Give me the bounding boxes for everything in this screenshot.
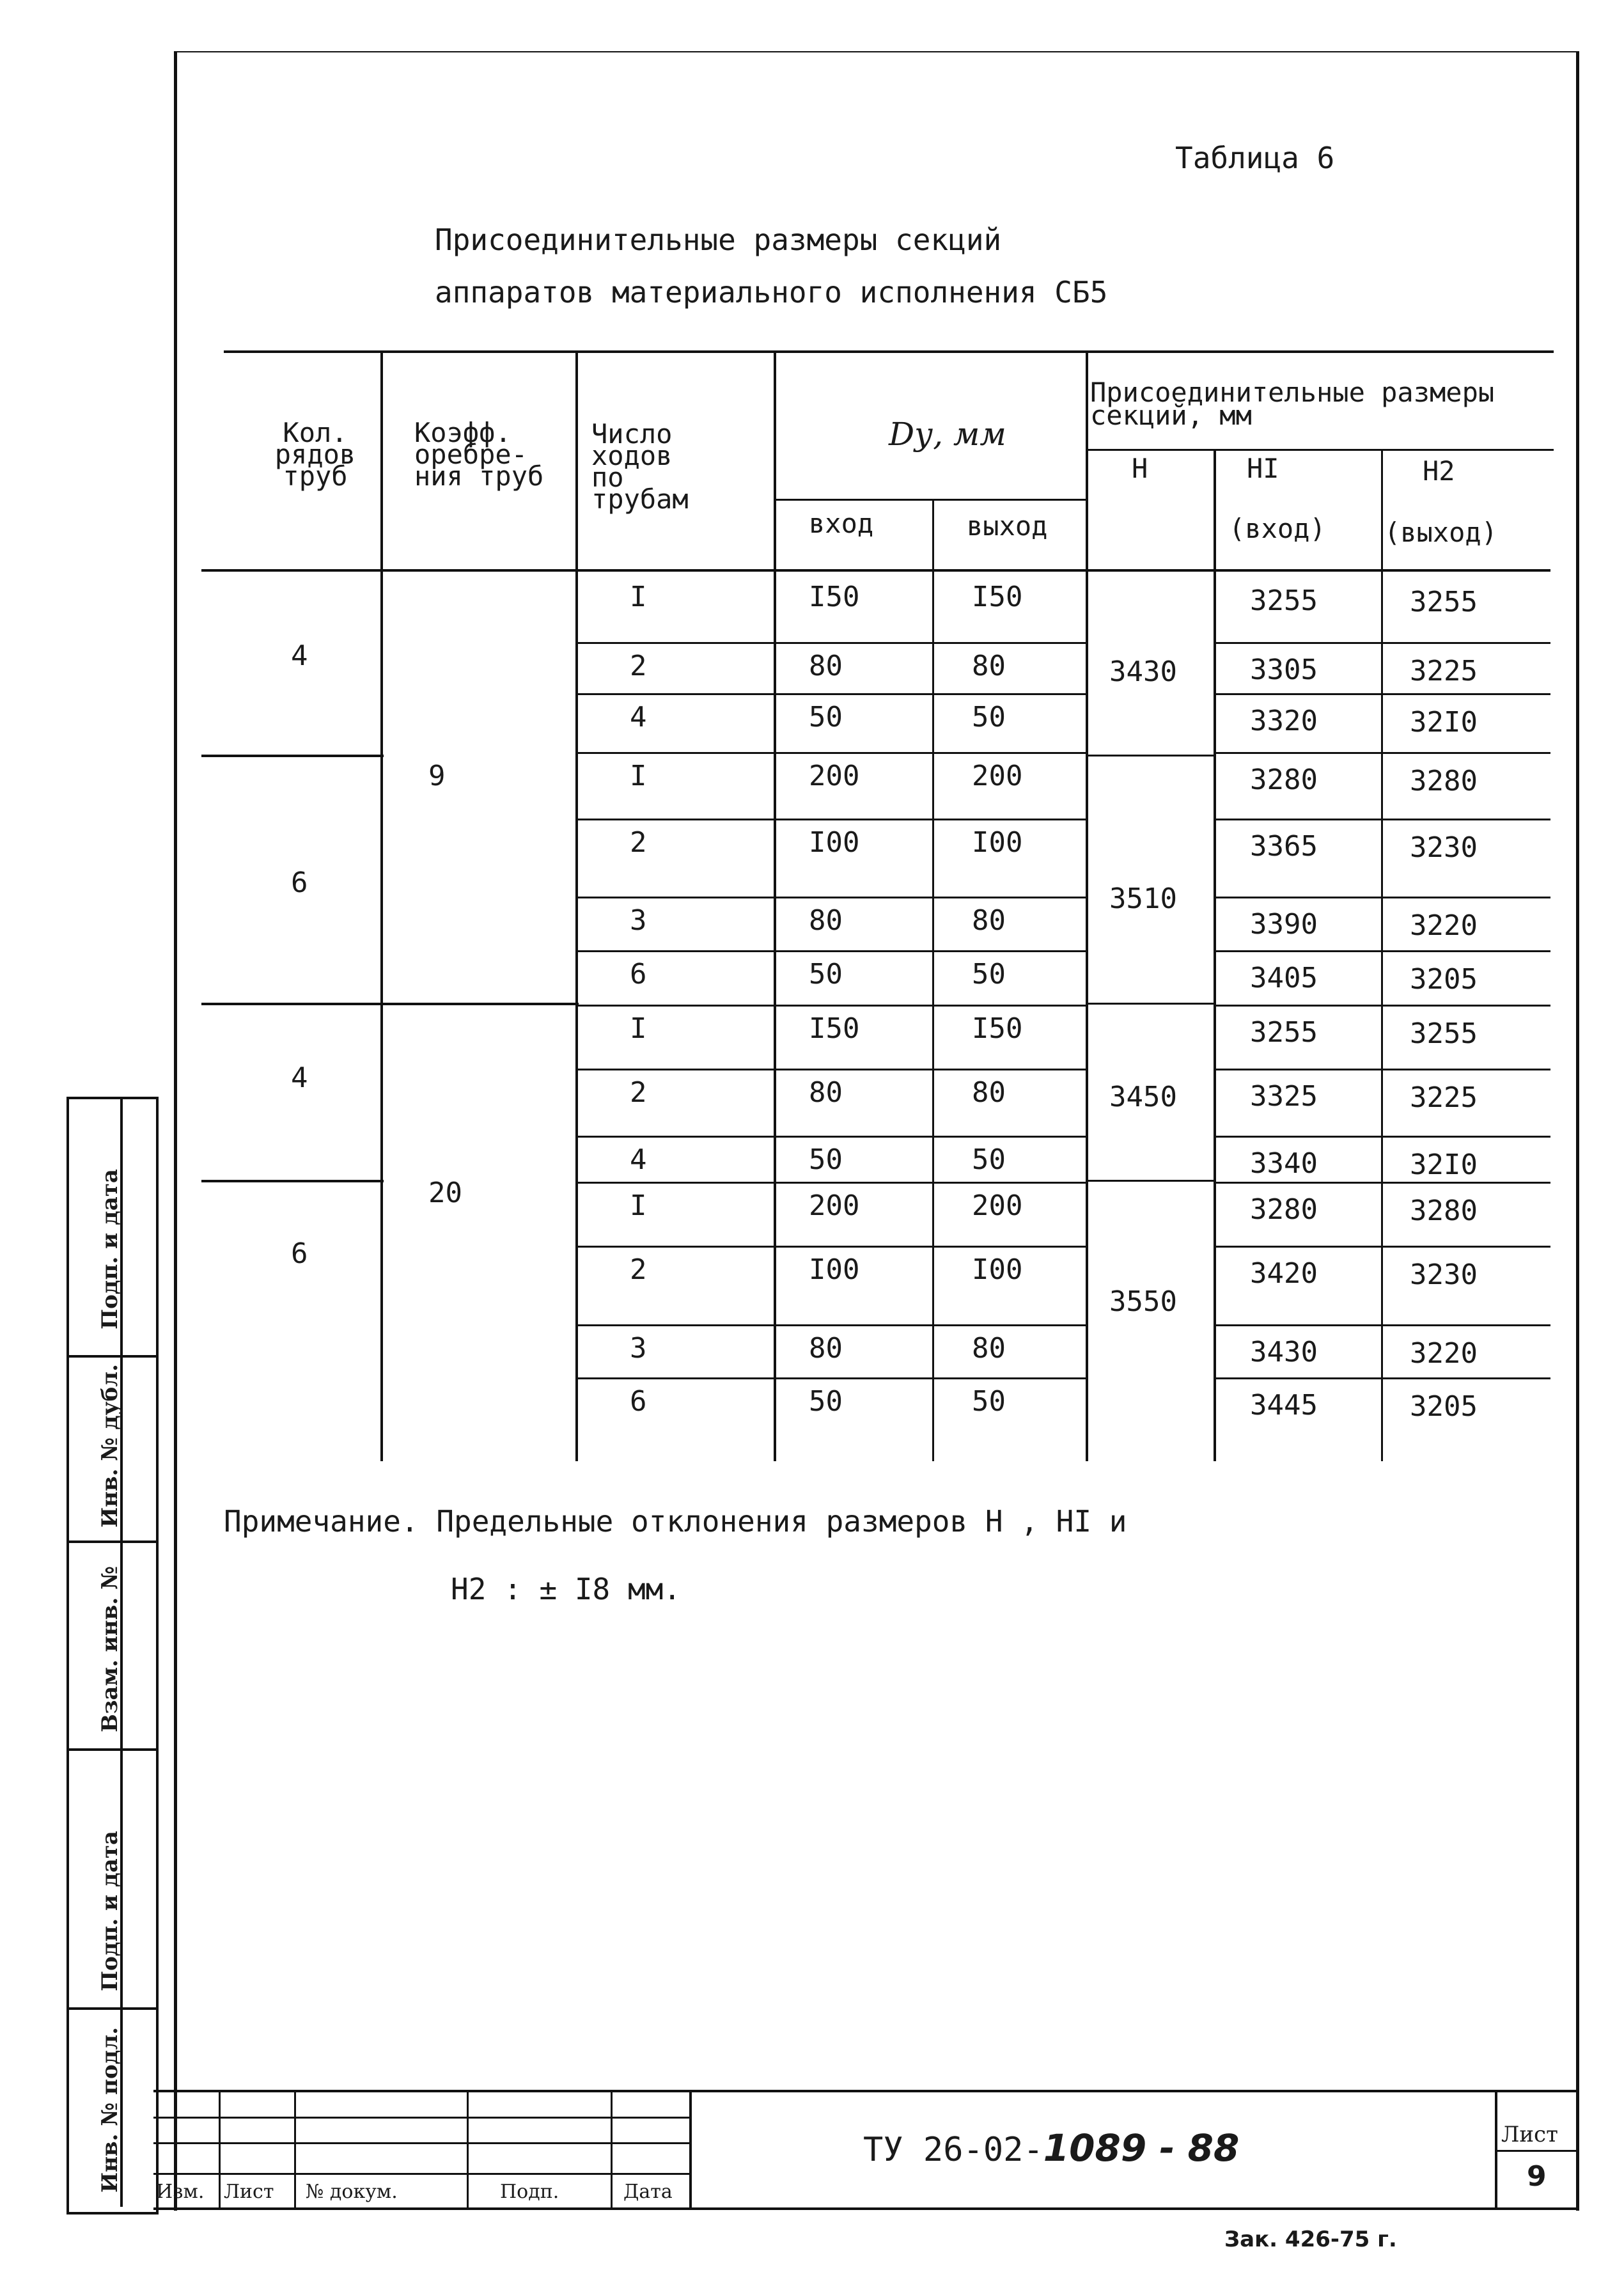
table-rule <box>577 897 1086 898</box>
table-rule <box>1215 1324 1550 1326</box>
cell-coef: 20 <box>428 1177 462 1209</box>
group-rule <box>201 755 384 757</box>
cell-rows-count: 6 <box>291 1237 308 1270</box>
cell-passes: 2 <box>630 826 647 859</box>
note-line1: Примечание. Предельные отклонения размеров H , HI и <box>224 1504 1127 1539</box>
table-rule <box>1215 693 1550 695</box>
cell-h2: 3230 <box>1410 1258 1478 1291</box>
cell-h1: 3430 <box>1250 1336 1318 1368</box>
cell-h1: 3305 <box>1250 654 1318 686</box>
cell-h1: 3320 <box>1250 705 1318 737</box>
cell-h2: 32I0 <box>1410 706 1478 739</box>
table-rule <box>1215 897 1550 898</box>
cell-passes: I <box>630 760 647 792</box>
document-code: ТУ 26-02-1089 - 88 <box>863 2126 1240 2170</box>
cell-passes: 2 <box>630 650 647 682</box>
cell-dy-in: 80 <box>809 904 843 937</box>
cell-h2: 3280 <box>1410 1195 1478 1227</box>
cell-dy-in: 80 <box>809 650 843 682</box>
cell-passes: 3 <box>630 1332 647 1365</box>
cell-h2: 3205 <box>1410 963 1478 996</box>
cell-h1: 3255 <box>1250 584 1318 617</box>
cell-h2: 3225 <box>1410 655 1478 687</box>
cell-h2: 3255 <box>1410 1017 1478 1050</box>
stamp-dokum: № докум. <box>306 2181 398 2203</box>
header-h1-sub: (вход) <box>1229 513 1326 544</box>
cell-dy-out: 50 <box>972 958 1006 991</box>
cell-dy-out: 80 <box>972 1076 1006 1109</box>
side-label: Инв. № дубл. <box>97 1363 123 1528</box>
sheet-number: 9 <box>1527 2160 1547 2193</box>
table-number: Таблица 6 <box>1175 141 1335 175</box>
header-h2-sub: (выход) <box>1384 517 1498 548</box>
side-label: Взам. инв. № <box>97 1565 123 1732</box>
cell-h1: 3420 <box>1250 1257 1318 1290</box>
cell-passes: 2 <box>630 1076 647 1109</box>
table-rule <box>577 1182 1086 1184</box>
cell-h1: 3390 <box>1250 908 1318 941</box>
cell-passes: 4 <box>630 701 647 733</box>
cell-h: 3450 <box>1109 1081 1177 1113</box>
cell-dy-in: 200 <box>809 760 860 792</box>
table-rule <box>577 1136 1086 1138</box>
cell-passes: I <box>630 1012 647 1045</box>
cell-dy-out: I50 <box>972 581 1023 613</box>
cell-h2: 3280 <box>1410 765 1478 797</box>
header-dy: Dу, мм <box>889 416 1006 453</box>
side-label: Подп. и дата <box>97 1831 123 1991</box>
table-rule <box>1215 1246 1550 1248</box>
cell-coef: 9 <box>428 760 446 792</box>
cell-dy-in: I00 <box>809 1253 860 1286</box>
table-rule <box>1215 1182 1550 1184</box>
stamp-list: Лист <box>224 2181 274 2203</box>
order-number: Зак. 426-75 г. <box>1224 2227 1397 2252</box>
cell-h2: 32I0 <box>1410 1148 1478 1181</box>
table-rule <box>577 1069 1086 1070</box>
cell-dy-out: 80 <box>972 1332 1006 1365</box>
header-passes: Число ходов по трубам <box>591 418 689 515</box>
cell-passes: 6 <box>630 958 647 991</box>
cell-dy-out: 50 <box>972 1143 1006 1176</box>
side-strip <box>66 1097 159 2214</box>
cell-h2: 3225 <box>1410 1081 1478 1114</box>
side-cell <box>69 1355 156 1543</box>
table-rule <box>577 1324 1086 1326</box>
stamp-podp: Подп. <box>500 2181 559 2203</box>
cell-passes: 6 <box>630 1385 647 1418</box>
table-rule <box>1215 950 1550 952</box>
group-rule <box>201 1180 384 1182</box>
cell-dy-out: I00 <box>972 1253 1023 1286</box>
side-cell <box>69 2007 156 2207</box>
cell-passes: I <box>630 1189 647 1222</box>
side-label: Инв. № подл. <box>97 2026 123 2193</box>
table-rule <box>1215 1136 1550 1138</box>
cell-rows-count: 4 <box>291 639 308 672</box>
cell-h1: 3340 <box>1250 1147 1318 1180</box>
cell-h1: 3280 <box>1250 1193 1318 1226</box>
group-rule <box>1087 1003 1215 1005</box>
table-rule <box>577 642 1086 644</box>
cell-h1: 3325 <box>1250 1080 1318 1113</box>
cell-dy-out: 50 <box>972 701 1006 733</box>
cell-dy-in: I50 <box>809 581 860 613</box>
cell-h2: 3230 <box>1410 831 1478 864</box>
cell-dy-in: I50 <box>809 1012 860 1045</box>
header-h2: H2 <box>1423 455 1455 487</box>
sheet-label: Лист <box>1501 2122 1558 2147</box>
cell-h: 3550 <box>1109 1285 1177 1318</box>
cell-rows-count: 6 <box>291 866 308 899</box>
stamp-izm: Изм. <box>156 2181 205 2203</box>
cell-passes: 4 <box>630 1143 647 1176</box>
cell-dy-in: 80 <box>809 1332 843 1365</box>
table-rule <box>1215 752 1550 754</box>
cell-h1: 3445 <box>1250 1389 1318 1422</box>
group-rule <box>1087 1180 1215 1182</box>
table-rule <box>1215 1069 1550 1070</box>
cell-dy-in: 50 <box>809 701 843 733</box>
cell-h: 3510 <box>1109 882 1177 915</box>
table-rule <box>1215 819 1550 820</box>
cell-dy-in: 80 <box>809 1076 843 1109</box>
cell-h2: 3205 <box>1410 1390 1478 1423</box>
cell-passes: 2 <box>630 1253 647 1286</box>
cell-h1: 3405 <box>1250 962 1318 994</box>
table-rule <box>577 1005 1086 1007</box>
table-rule <box>1215 642 1550 644</box>
cell-dy-out: 80 <box>972 650 1006 682</box>
page-frame <box>174 51 1579 2211</box>
cell-dy-in: I00 <box>809 826 860 859</box>
header-h: H <box>1132 453 1148 484</box>
group-rule <box>1087 755 1215 756</box>
cell-dy-out: 200 <box>972 760 1023 792</box>
cell-h: 3430 <box>1109 655 1177 688</box>
side-label: Подп. и дата <box>97 1169 123 1329</box>
cell-dy-out: 80 <box>972 904 1006 937</box>
cell-dy-out: 50 <box>972 1385 1006 1418</box>
cell-dy-in: 50 <box>809 1385 843 1418</box>
side-cell <box>69 1540 156 1751</box>
cell-dy-out: I50 <box>972 1012 1023 1045</box>
stamp-data: Дата <box>623 2181 673 2203</box>
header-dy-in: вход <box>809 508 874 539</box>
cell-h2: 3220 <box>1410 1337 1478 1370</box>
table-rule <box>1215 1005 1550 1007</box>
group-rule <box>201 1003 579 1005</box>
cell-h2: 3220 <box>1410 909 1478 942</box>
header-dy-out: выход <box>967 510 1048 542</box>
side-cell <box>69 1748 156 2010</box>
table-rule <box>577 950 1086 952</box>
table-rule <box>577 1246 1086 1248</box>
cell-passes: 3 <box>630 904 647 937</box>
note-line2: H2 : ± I8 мм. <box>451 1572 682 1606</box>
table-rule <box>577 752 1086 754</box>
cell-dy-in: 50 <box>809 1143 843 1176</box>
table-rule <box>577 1377 1086 1379</box>
table-caption-line1: Присоединительные размеры секций <box>435 223 1002 257</box>
table-rule <box>1215 1377 1550 1379</box>
cell-rows-count: 4 <box>291 1062 308 1094</box>
cell-h1: 3365 <box>1250 830 1318 863</box>
table-caption-line2: аппаратов материального исполнения СБ5 <box>435 275 1108 310</box>
cell-dy-out: 200 <box>972 1189 1023 1222</box>
table-rule <box>577 693 1086 695</box>
cell-h2: 3255 <box>1410 586 1478 618</box>
header-rows: Кол. рядов труб <box>274 417 356 492</box>
side-cell <box>69 1099 156 1358</box>
cell-dy-out: I00 <box>972 826 1023 859</box>
cell-dy-in: 50 <box>809 958 843 991</box>
cell-h1: 3255 <box>1250 1016 1318 1049</box>
table-rule <box>577 819 1086 820</box>
cell-h1: 3280 <box>1250 764 1318 796</box>
header-conn: Присоединительные размеры секций, мм <box>1090 377 1495 431</box>
header-coef: Коэфф. оребре-ния труб <box>414 417 544 492</box>
cell-passes: I <box>630 581 647 613</box>
header-h1: HI <box>1247 453 1279 484</box>
cell-dy-in: 200 <box>809 1189 860 1222</box>
